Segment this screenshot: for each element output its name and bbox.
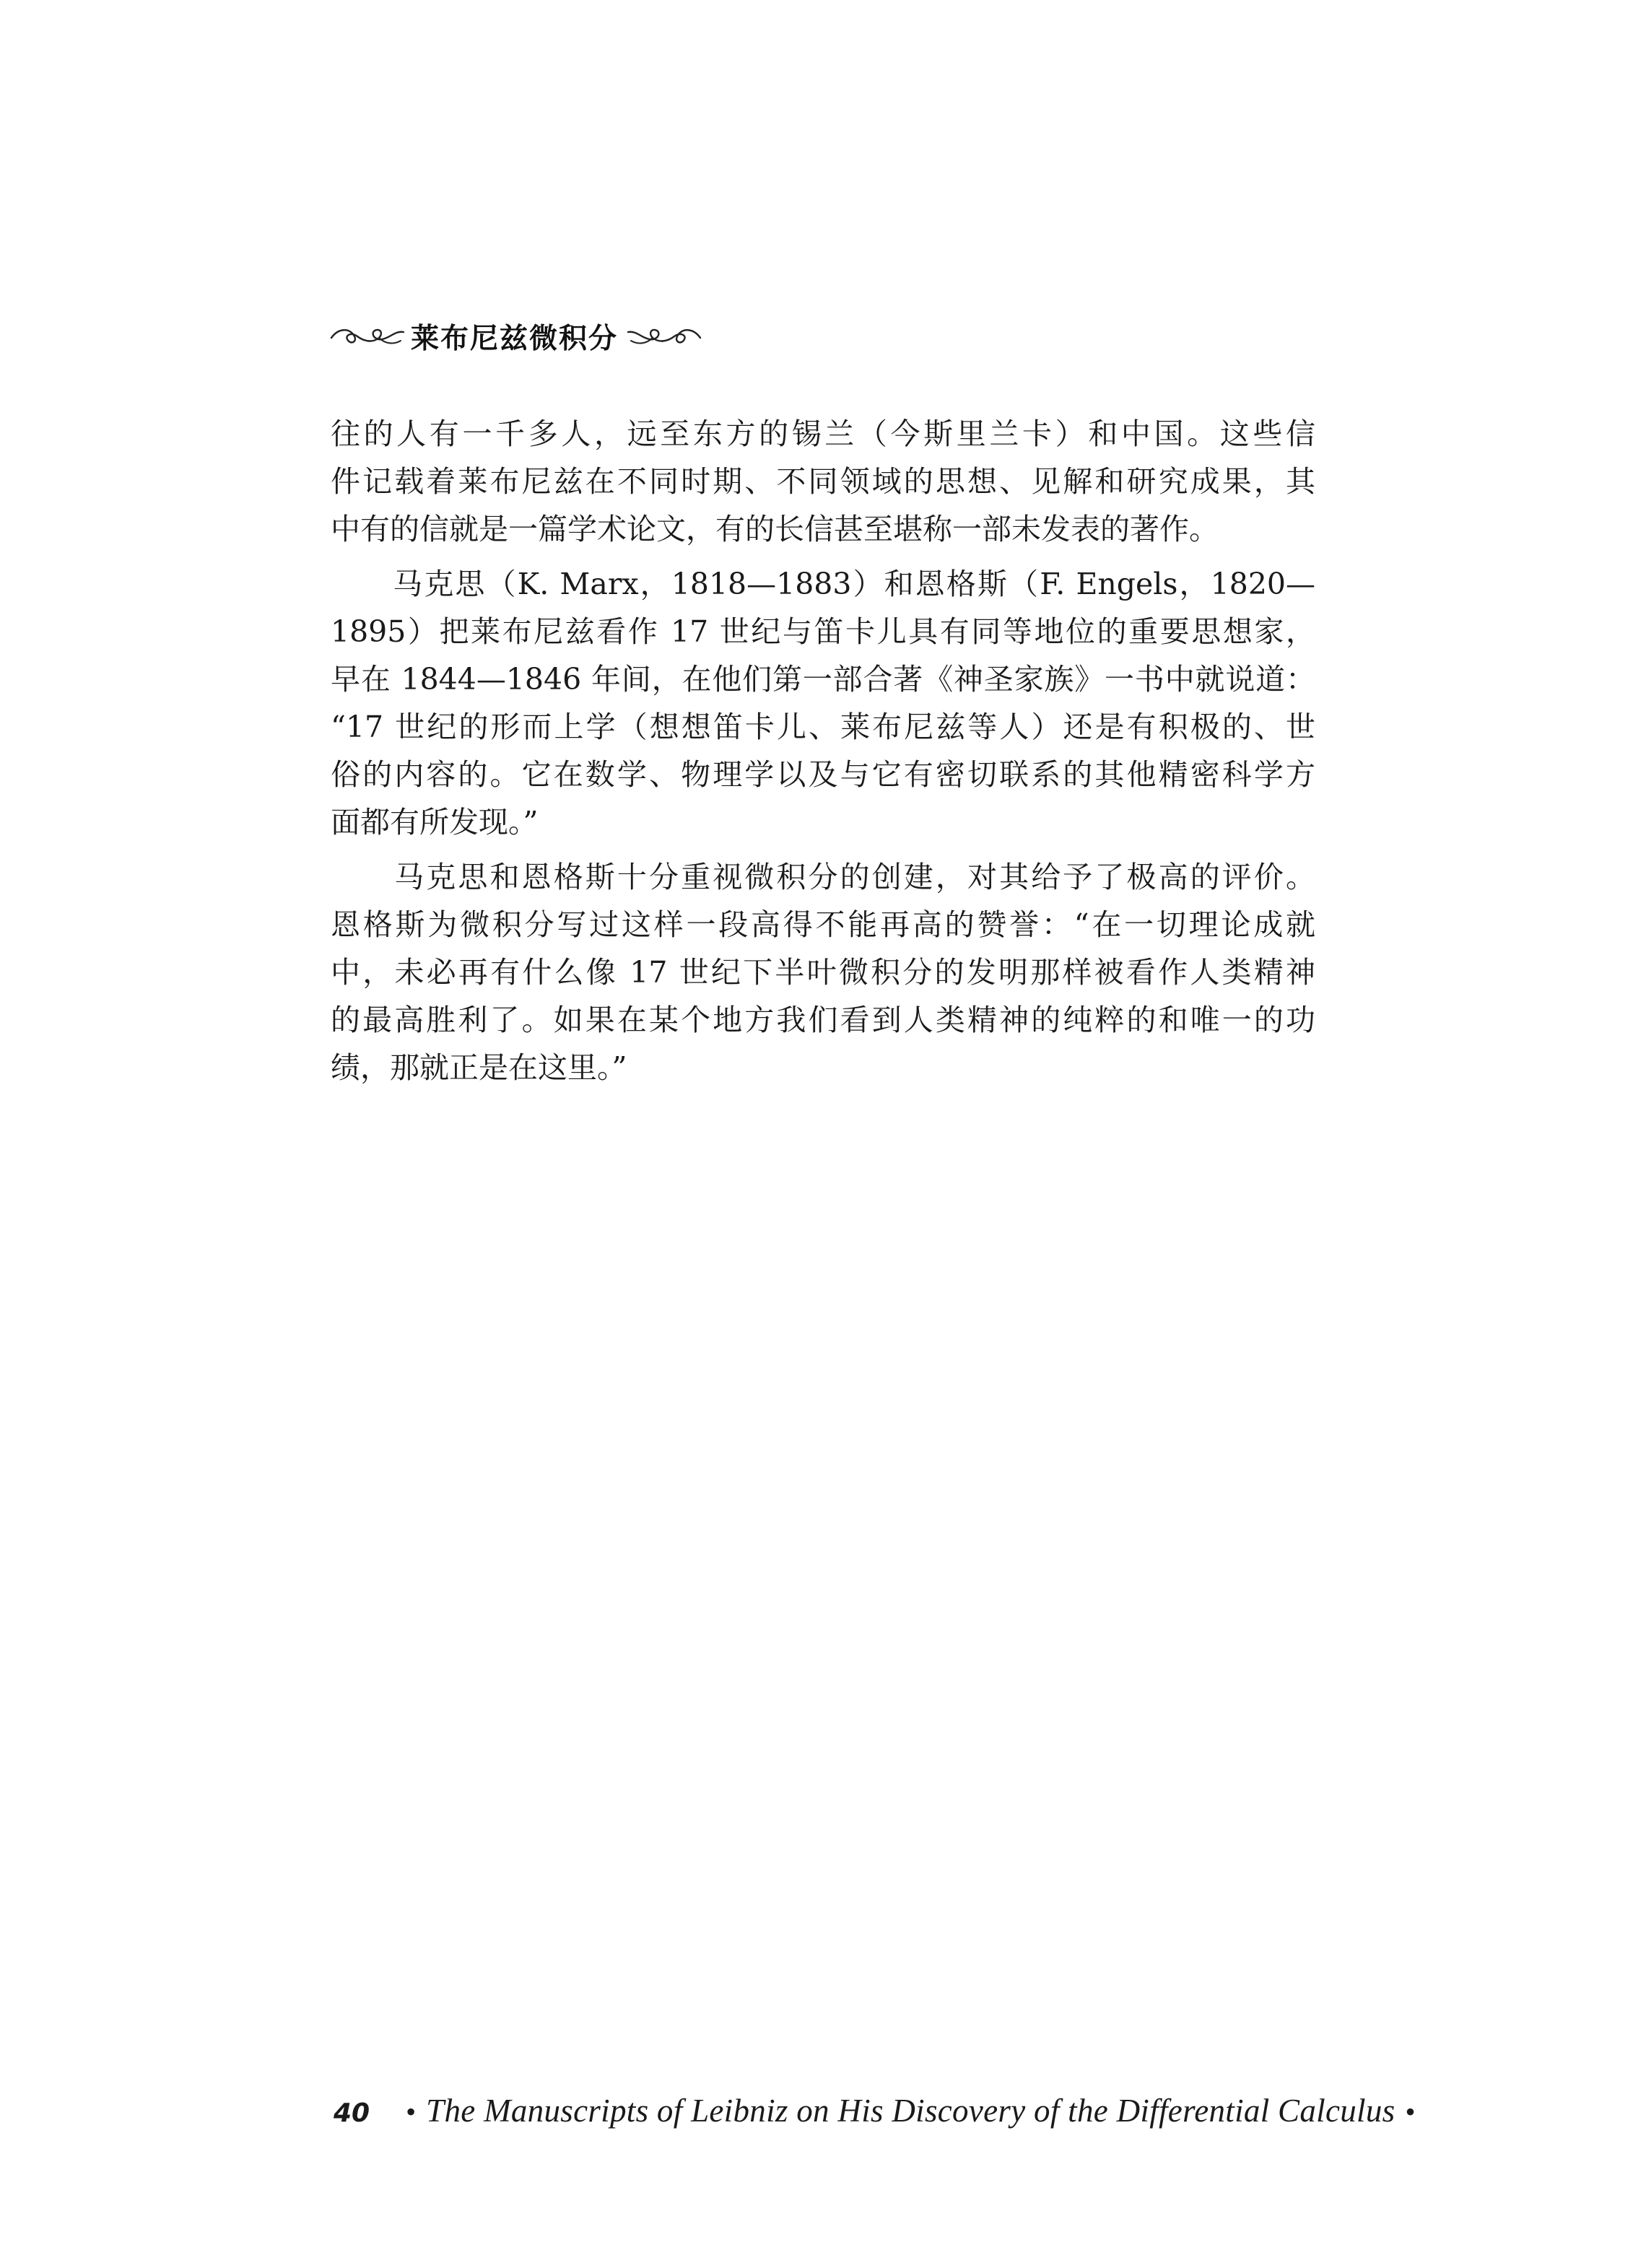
text-line: 中，未必再有什么像 17 世纪下半叶微积分的发明那样被看作人类精神: [331, 955, 1315, 990]
text-line: 的最高胜利了。如果在某个地方我们看到人类精神的纯粹的和唯一的功: [331, 1003, 1315, 1037]
bullet: •: [406, 2095, 417, 2128]
text-line: 马克思（K. Marx，1818—1883）和恩格斯（F. Engels，1820—: [331, 567, 1315, 601]
text-line: 俗的内容的。它在数学、物理学以及与它有密切联系的其他精密科学方: [331, 757, 1315, 792]
header-title: 莱布尼兹微积分: [411, 323, 619, 355]
running-header: [328, 315, 703, 358]
text-line: 中有的信就是一篇学术论文，有的长信甚至堪称一部未发表的著作。: [331, 512, 1219, 546]
text-line: 件记载着莱布尼兹在不同时期、不同领域的思想、见解和研究成果，其: [331, 464, 1315, 499]
body-text: [331, 410, 1315, 1091]
text-line: 面都有所发现。”: [331, 805, 539, 839]
text-line: 绩，那就正是在这里。”: [331, 1050, 627, 1085]
page-footer: [334, 2092, 1425, 2129]
bullet: •: [1405, 2095, 1416, 2128]
text-line: 1895）把莱布尼兹看作 17 世纪与笛卡儿具有同等地位的重要思想家，: [331, 614, 1315, 649]
flourish-ornament-icon: [328, 322, 406, 351]
page-number: 40: [334, 2098, 370, 2128]
paragraph: [331, 853, 1315, 1091]
text-line: 恩格斯为微积分写过这样一段高得不能再高的赞誉：“在一切理论成就: [331, 907, 1315, 942]
text-line: 马克思和恩格斯十分重视微积分的创建，对其给予了极高的评价。: [331, 860, 1315, 894]
text-line: “17 世纪的形而上学（想想笛卡儿、莱布尼兹等人）还是有积极的、世: [331, 710, 1315, 744]
book-title: The Manuscripts of Leibniz on His Discovery of the Differential Calculus: [426, 2093, 1395, 2129]
text-line: 往的人有一千多人，远至东方的锡兰（今斯里兰卡）和中国。这些信: [331, 416, 1315, 451]
flourish-ornament-icon: [625, 322, 703, 351]
paragraph: [331, 560, 1315, 846]
paragraph: [331, 410, 1315, 553]
text-line: 早在 1844—1846 年间，在他们第一部合著《神圣家族》一书中就说道：: [331, 662, 1315, 697]
